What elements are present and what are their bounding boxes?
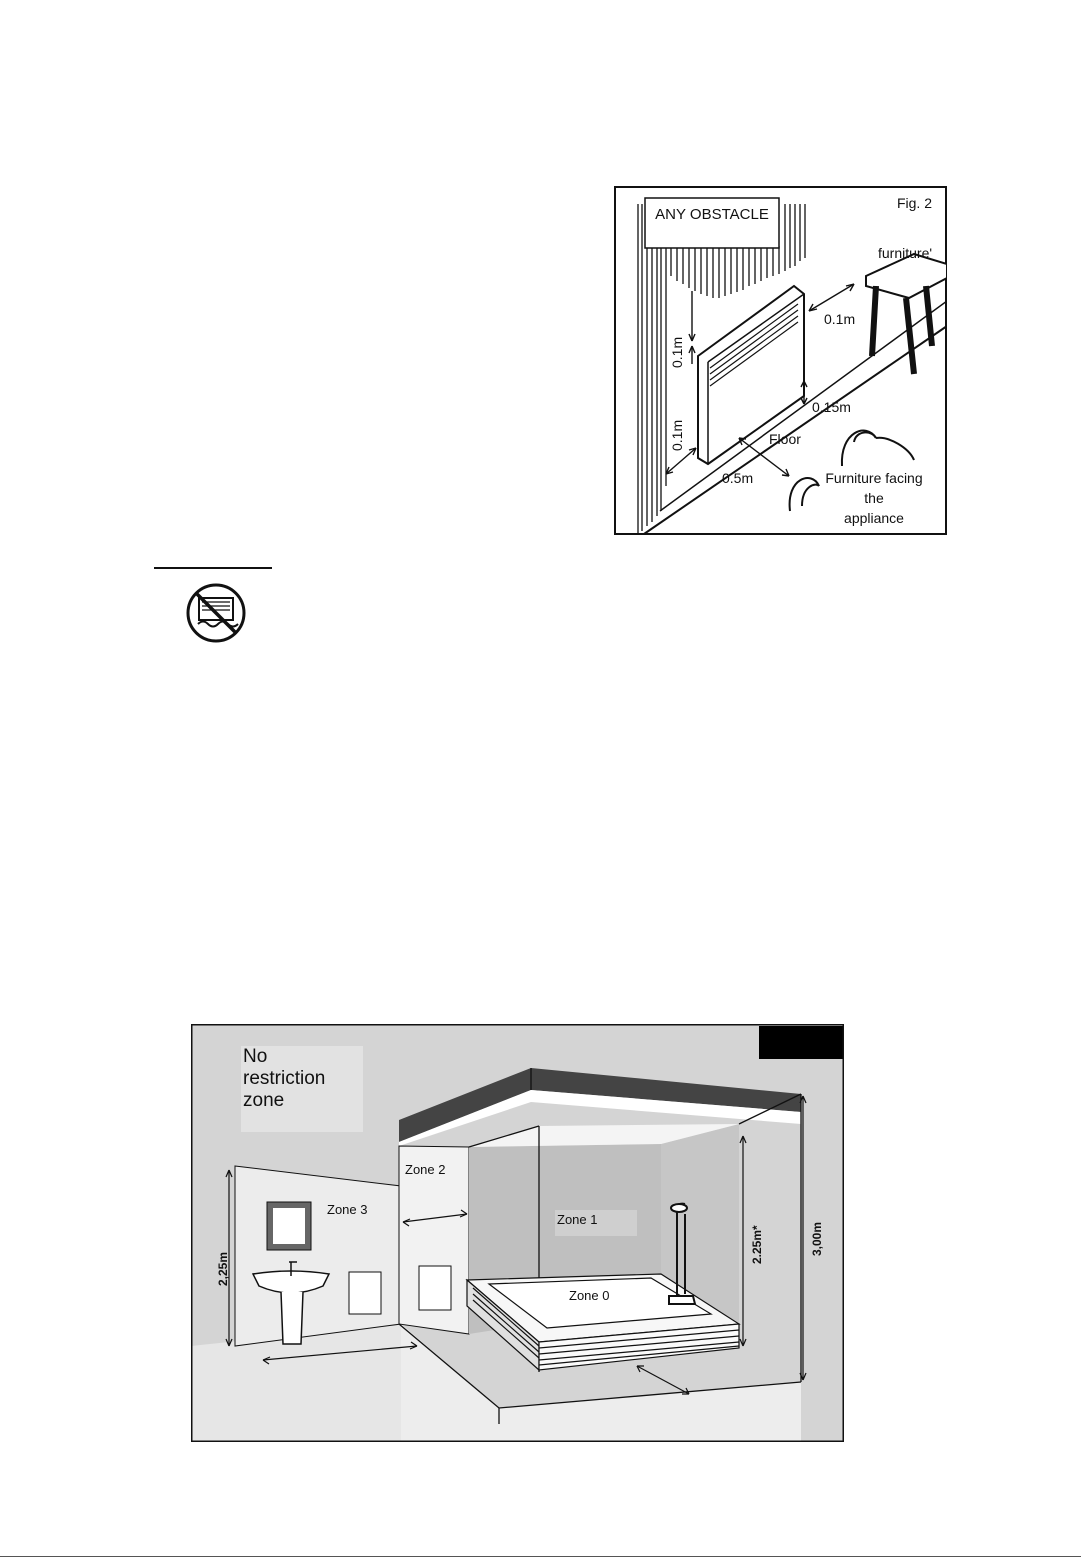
wall-panel-zone2: [419, 1266, 451, 1310]
dist-floor: 0.15m: [812, 399, 851, 415]
obstacle-label: ANY OBSTACLE: [655, 206, 769, 223]
dist-furniture-side: 0.1m: [824, 311, 856, 327]
page-bottom-rule: [0, 1556, 1081, 1557]
zone1-label: Zone 1: [557, 1212, 598, 1227]
zone3-label: Zone 3: [327, 1202, 368, 1217]
height-left-label: 2,25m: [216, 1251, 230, 1286]
warning-symbol: [154, 566, 274, 646]
dist-top: 0.1m: [669, 336, 685, 368]
zone2-label: Zone 2: [405, 1162, 446, 1177]
dist-front: 0.5m: [722, 470, 754, 486]
zone0-label: Zone 0: [569, 1288, 610, 1303]
no-bathroom-use-icon: [188, 585, 244, 641]
height-total-label: 3,00m: [810, 1221, 824, 1256]
furniture-label: furniture': [878, 245, 933, 261]
floor-label: Floor: [769, 431, 801, 447]
no-restriction-line-1: No: [243, 1046, 268, 1067]
furniture-facing-line-2: the: [864, 490, 884, 506]
no-restriction-line-2: restriction: [243, 1068, 326, 1089]
furniture-facing-line-1: Furniture facing: [825, 470, 923, 486]
no-restriction-line-3: zone: [243, 1090, 285, 1111]
mirror-glass: [273, 1208, 305, 1244]
dist-left: 0.1m: [669, 419, 685, 451]
fig-label: Fig. 2: [896, 195, 932, 211]
clearance-diagram-fig2: [614, 186, 947, 535]
height-bath-label: 2.25m*: [750, 1225, 764, 1264]
zone3-wall: [235, 1166, 401, 1346]
wall-panel-zone3: [349, 1272, 381, 1314]
corner-black-tab: [759, 1026, 843, 1059]
furniture-facing-line-3: appliance: [844, 510, 904, 526]
bathroom-zones-diagram: [191, 1024, 844, 1442]
